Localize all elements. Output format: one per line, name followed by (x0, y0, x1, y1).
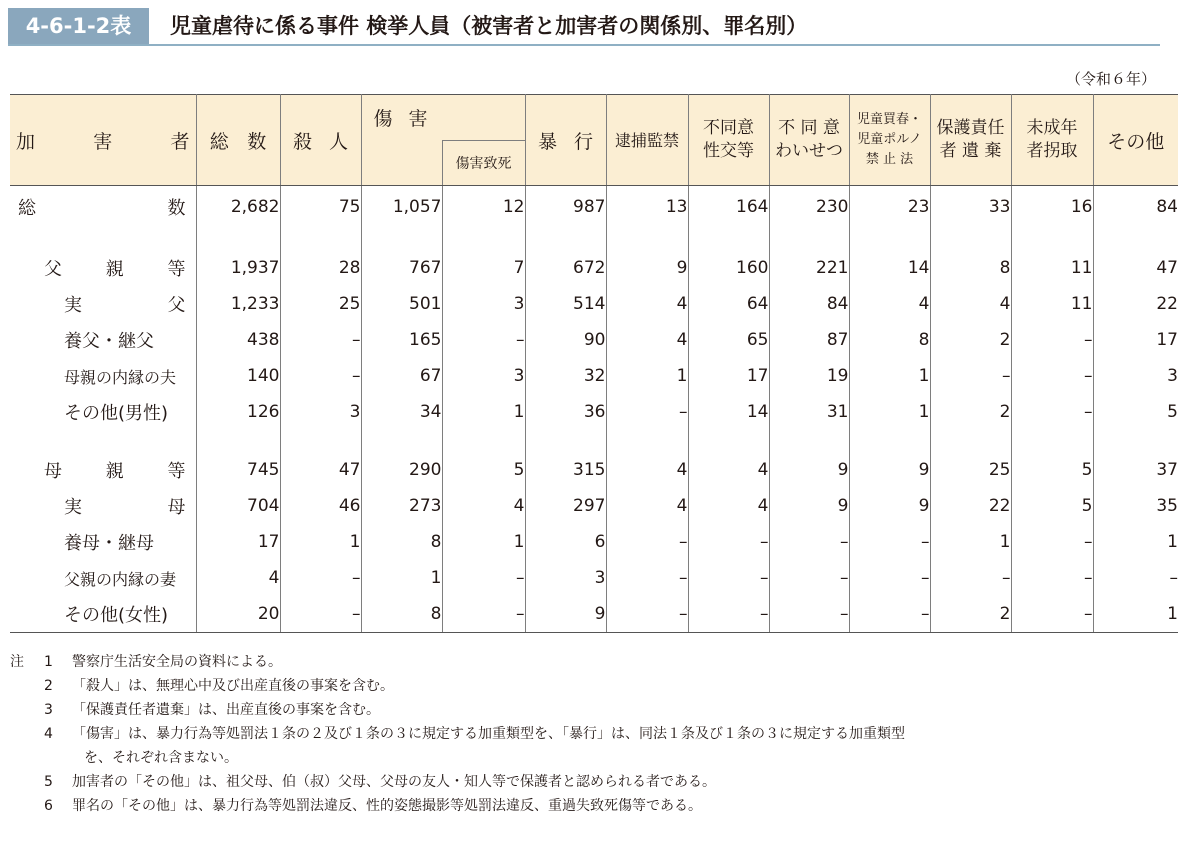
table-cell: 2 (930, 596, 1011, 633)
table-cell: – (769, 560, 849, 596)
table-cell: 1 (849, 394, 930, 430)
table-cell: 4 (606, 488, 688, 524)
table-cell: 34 (361, 394, 442, 430)
table-cell: 5 (1093, 394, 1178, 430)
table-cell: – (1011, 596, 1093, 633)
note-item: 6 罪名の「その他」は、暴力行為等処罰法違反、性的姿態撮影等処罰法違反、重過失致死傷等である。 (44, 798, 702, 814)
table-cell: 35 (1093, 488, 1178, 524)
table-cell: 126 (196, 394, 280, 430)
table-row (10, 322, 1178, 358)
table-cell: 1 (930, 524, 1011, 560)
table-title: 児童虐待に係る事件 検挙人員（被害者と加害者の関係別、罪名別） (170, 14, 808, 38)
table-cell: 4 (606, 322, 688, 358)
table-cell: 9 (849, 488, 930, 524)
table-cell: 47 (1093, 250, 1178, 286)
table-cell: 273 (361, 488, 442, 524)
table-cell: 17 (1093, 322, 1178, 358)
table-cell: 75 (280, 186, 361, 229)
table-cell: – (606, 524, 688, 560)
row-label: 養母・継母 (64, 533, 154, 554)
table-cell: – (1011, 524, 1093, 560)
table-cell: 672 (525, 250, 606, 286)
table-row (10, 186, 1178, 229)
spacer-row (10, 430, 1178, 452)
row-label: 総 数 (18, 198, 186, 219)
table-cell: 84 (769, 286, 849, 322)
table-row (10, 452, 1178, 488)
table-cell: 9 (606, 250, 688, 286)
table-cell: 11 (1011, 250, 1093, 286)
table-cell: 4 (849, 286, 930, 322)
table-cell: 84 (1093, 186, 1178, 229)
table-cell: 8 (930, 250, 1011, 286)
table-cell: 25 (280, 286, 361, 322)
table-cell: – (606, 560, 688, 596)
table-cell: 6 (525, 524, 606, 560)
table-cell: 90 (525, 322, 606, 358)
table-cell: 1 (442, 524, 525, 560)
unit-label: （令和６年） (1065, 70, 1156, 88)
table-cell: 47 (280, 452, 361, 488)
table-cell: – (606, 596, 688, 633)
table-cell: 290 (361, 452, 442, 488)
table-cell: 9 (769, 452, 849, 488)
table-cell: 3 (525, 560, 606, 596)
row-label: 実 母 (64, 497, 186, 518)
table-cell: 3 (1093, 358, 1178, 394)
header-nonconsensual-indecency: 不 同 意 わいせつ (769, 95, 849, 186)
row-label: 父 親 等 (44, 259, 186, 280)
table-cell: – (849, 524, 930, 560)
table-cell: – (688, 596, 769, 633)
table-cell: – (442, 596, 525, 633)
table-cell: – (930, 560, 1011, 596)
table-cell: 767 (361, 250, 442, 286)
table-cell: 5 (442, 452, 525, 488)
header-kidnapping: 未成年 者拐取 (1011, 95, 1093, 186)
table-cell: 1 (361, 560, 442, 596)
table-cell: 221 (769, 250, 849, 286)
table-row (10, 394, 1178, 430)
table-row (10, 560, 1178, 596)
header-assault: 暴 行 (525, 95, 606, 186)
header-murder: 殺 人 (280, 95, 361, 186)
table-cell: – (688, 524, 769, 560)
table-cell: 31 (769, 394, 849, 430)
table-title-bar (8, 8, 1160, 46)
table-cell: 514 (525, 286, 606, 322)
table-cell: – (688, 560, 769, 596)
table-number: 4-6-1-2表 (8, 8, 149, 44)
header-confinement: 逮捕監禁 (606, 95, 688, 186)
header-total: 総 数 (196, 95, 280, 186)
header-other: その他 (1093, 95, 1178, 186)
table-cell: 4 (606, 452, 688, 488)
header-child-prostitution-law: 児童買春・ 児童ポルノ 禁 止 法 (849, 95, 930, 186)
table-row (10, 250, 1178, 286)
table-cell: 4 (606, 286, 688, 322)
table-cell: 160 (688, 250, 769, 286)
note-item: 4 「傷害」は、暴力行為等処罰法１条の２及び１条の３に規定する加重類型を、「暴行」は、同法１条及び１条の３に規定する加重類型 (44, 726, 905, 742)
table-cell: 4 (688, 452, 769, 488)
header-neglect: 保護責任 者 遺 棄 (930, 95, 1011, 186)
table-cell: 704 (196, 488, 280, 524)
table-cell: 16 (1011, 186, 1093, 229)
table-row (10, 488, 1178, 524)
table-cell: 745 (196, 452, 280, 488)
table-cell: – (769, 524, 849, 560)
row-label: その他(女性) (10, 596, 196, 633)
table-cell: 32 (525, 358, 606, 394)
table-cell: 5 (1011, 488, 1093, 524)
table-cell: 1 (280, 524, 361, 560)
table-cell: 8 (361, 524, 442, 560)
table-cell: 1,057 (361, 186, 442, 229)
note-continuation: を、それぞれ含まない。 (84, 750, 238, 766)
table-cell: 14 (688, 394, 769, 430)
table-cell: – (849, 560, 930, 596)
notes (10, 650, 1160, 818)
table-cell: – (280, 560, 361, 596)
table-cell: – (280, 358, 361, 394)
table-cell: 501 (361, 286, 442, 322)
table-cell: 65 (688, 322, 769, 358)
table-cell: 20 (196, 596, 280, 633)
table-cell: 87 (769, 322, 849, 358)
spacer-row (10, 228, 1178, 250)
table-cell: 9 (769, 488, 849, 524)
row-label: 実 父 (64, 295, 186, 316)
table-cell: 2,682 (196, 186, 280, 229)
table-cell: 22 (930, 488, 1011, 524)
table-row (10, 524, 1178, 560)
note-item: 注 1 警察庁生活安全局の資料による。 (10, 654, 282, 670)
note-item: 3 「保護責任者遺棄」は、出産直後の事案を含む。 (44, 702, 380, 718)
table-cell: – (1011, 358, 1093, 394)
table-cell: 987 (525, 186, 606, 229)
header-nonconsensual-intercourse: 不同意 性交等 (688, 95, 769, 186)
row-label: その他(男性) (64, 403, 169, 424)
table-cell: 33 (930, 186, 1011, 229)
table-cell: – (442, 560, 525, 596)
table-cell: 3 (280, 394, 361, 430)
table-cell: 12 (442, 186, 525, 229)
table-cell: 17 (688, 358, 769, 394)
table-cell: 64 (688, 286, 769, 322)
table-cell: 315 (525, 452, 606, 488)
table-cell: 9 (525, 596, 606, 633)
table-cell: 8 (849, 322, 930, 358)
table-cell: 1,937 (196, 250, 280, 286)
table-cell: 3 (442, 286, 525, 322)
table-row (10, 286, 1178, 322)
table-row (10, 358, 1178, 394)
table-cell: 438 (196, 322, 280, 358)
table-cell: – (1011, 394, 1093, 430)
table-cell: – (606, 394, 688, 430)
table-cell: 1 (442, 394, 525, 430)
table-cell: 4 (930, 286, 1011, 322)
table-cell: 1,233 (196, 286, 280, 322)
header-injury-death: 傷害致死 (442, 141, 525, 186)
table-cell: 5 (1011, 452, 1093, 488)
table-cell: – (1093, 560, 1178, 596)
table-cell: 22 (1093, 286, 1178, 322)
row-label: 母親の内縁の夫 (64, 367, 177, 387)
row-label: 養父・継父 (64, 331, 154, 352)
table-cell: 11 (1011, 286, 1093, 322)
table-cell: 9 (849, 452, 930, 488)
table-cell: – (280, 322, 361, 358)
table-cell: – (1011, 560, 1093, 596)
table-cell: – (930, 358, 1011, 394)
table-cell: 140 (196, 358, 280, 394)
table-cell: 36 (525, 394, 606, 430)
table-cell: 37 (1093, 452, 1178, 488)
table-cell: 1 (1093, 524, 1178, 560)
header-perpetrator: 加 害 者 (10, 95, 196, 186)
note-item: 5 加害者の「その他」は、祖父母、伯（叔）父母、父母の友人・知人等で保護者と認められる者である。 (44, 774, 716, 790)
table-cell: 28 (280, 250, 361, 286)
table-cell: 4 (688, 488, 769, 524)
table-cell: 165 (361, 322, 442, 358)
row-label: 父親の内縁の妻 (64, 569, 177, 589)
table-cell: 67 (361, 358, 442, 394)
table-cell: 7 (442, 250, 525, 286)
table-cell: – (280, 596, 361, 633)
table-cell: 23 (849, 186, 930, 229)
table-cell: – (442, 322, 525, 358)
row-label: 母 親 等 (44, 461, 186, 482)
table-cell: 164 (688, 186, 769, 229)
table-cell: – (1011, 322, 1093, 358)
table-cell: 4 (196, 560, 280, 596)
data-table (10, 94, 1178, 633)
table-cell: 1 (1093, 596, 1178, 633)
header-injury-blank (361, 141, 442, 186)
table-cell: 19 (769, 358, 849, 394)
table-cell: 1 (849, 358, 930, 394)
table-cell: 14 (849, 250, 930, 286)
table-cell: 8 (361, 596, 442, 633)
table-cell: 2 (930, 322, 1011, 358)
table-cell: 3 (442, 358, 525, 394)
table-cell: 13 (606, 186, 688, 229)
note-item: 2 「殺人」は、無理心中及び出産直後の事案を含む。 (44, 678, 394, 694)
header-injury: 傷 害 (361, 95, 525, 141)
table-cell: 297 (525, 488, 606, 524)
table-cell: 25 (930, 452, 1011, 488)
table-cell: 4 (442, 488, 525, 524)
table-cell: 230 (769, 186, 849, 229)
table-cell: 2 (930, 394, 1011, 430)
table-row (10, 596, 1178, 633)
table-cell: 1 (606, 358, 688, 394)
table-cell: – (849, 596, 930, 633)
table-cell: 46 (280, 488, 361, 524)
table-cell: – (769, 596, 849, 633)
table-cell: 17 (196, 524, 280, 560)
